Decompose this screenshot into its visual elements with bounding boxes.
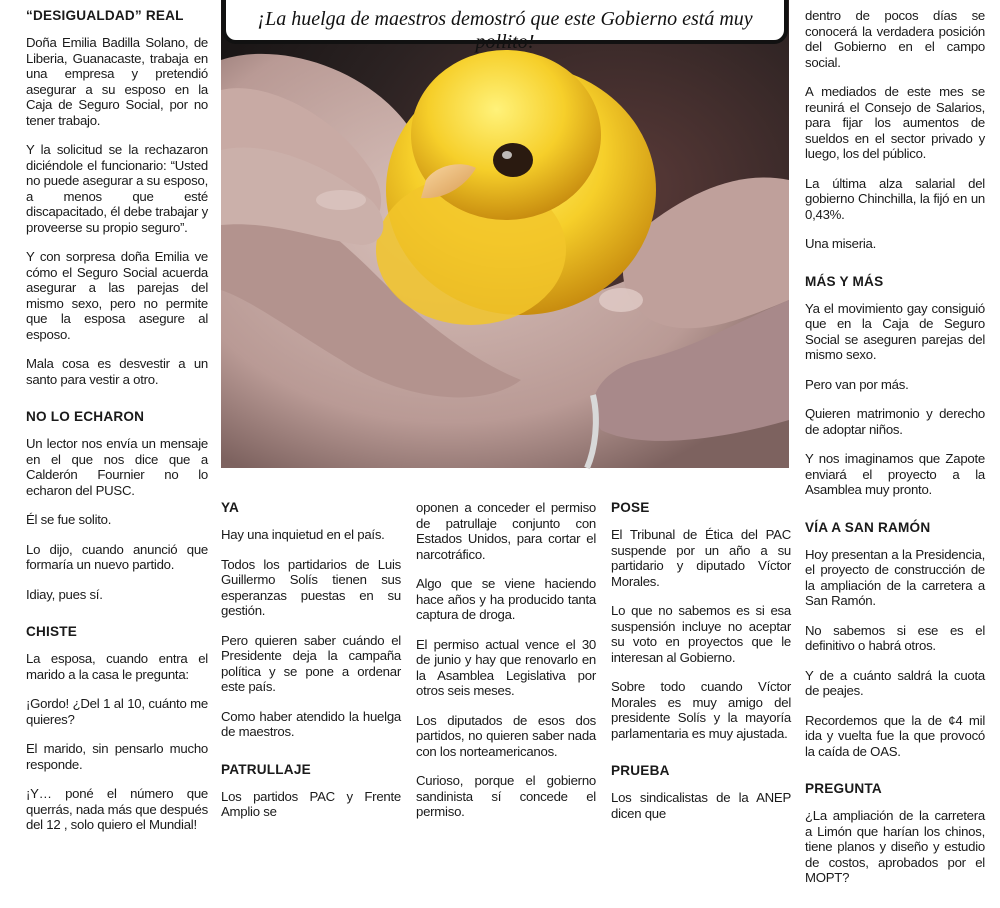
- article-paragraph: Curioso, porque el gobierno sandinista sí concede el permiso.: [416, 773, 596, 819]
- section-heading: YA: [221, 500, 240, 515]
- article-paragraph: Él se fue solito.: [26, 512, 112, 527]
- headline-quote: ¡La huelga de maestros demostró que este Gobierno está muy pollito!: [257, 8, 753, 53]
- article-paragraph: Lo dijo, cuando anunció que formaría un nuevo partido.: [26, 541, 208, 572]
- article-paragraph: La última alza salarial del gobierno Chinchilla, la fijó en un 0,43%.: [805, 175, 985, 222]
- section-heading: VÍA A SAN RAMÓN: [805, 519, 931, 535]
- article-paragraph: Pero van por más.: [805, 376, 909, 392]
- section-heading: PATRULLAJE: [221, 761, 311, 777]
- article-paragraph: Una miseria.: [805, 236, 877, 251]
- article-paragraph: Idiay, pues sí.: [26, 586, 103, 602]
- section-heading: CHISTE: [26, 624, 78, 639]
- article-paragraph: Recordemos que la de ¢4 mil ida y vuelta fue la que provocó la caída de OAS.: [805, 712, 985, 759]
- headline-quote-box: [222, 0, 788, 53]
- column-5: [805, 8, 985, 885]
- column-2: [221, 500, 401, 819]
- section-heading: “DESIGUALDAD” REAL: [26, 8, 184, 23]
- article-paragraph: Y la solicitud se la rechazaron diciéndole el funcionario: “Usted no puede asegurar a su esposo, a menos que esté discapacitado, él debe trabajar y proveerse su propio seguro”.: [26, 142, 208, 235]
- article-paragraph: Sobre todo cuando Víctor Morales es muy amigo del presidente Solís y la mayoría parlamentaria es muy ajustada.: [611, 679, 791, 741]
- article-paragraph: Los sindicalistas de la ANEP dicen que: [611, 790, 791, 821]
- article-paragraph: Doña Emilia Badilla Solano, de Liberia, Guanacaste, trabaja en una empresa y pretendió asegurar a su esposo en la Caja de Seguro Social, por no tener trabajo.: [26, 35, 208, 128]
- section-heading: NO LO ECHARON: [26, 409, 145, 424]
- article-paragraph: El marido, sin pensarlo mucho responde.: [26, 741, 208, 772]
- article-paragraph: oponen a conceder el permiso de patrullaje conjunto con Estados Unidos, para cortar el narcotráfico.: [416, 500, 596, 562]
- article-paragraph: Hoy presentan a la Presidencia, el proyecto de construcción de la ampliación de la carretera a San Ramón.: [805, 546, 985, 608]
- article-paragraph: Los diputados de esos dos partidos, no quieren saber nada con los norteamericanos.: [416, 712, 596, 759]
- section-heading: POSE: [611, 500, 650, 515]
- article-paragraph: Un lector nos envía un mensaje en el que nos dice que a Calderón Fournier no lo echaron del PUSC.: [26, 436, 208, 498]
- article-paragraph: Y de a cuánto saldrá la cuota de peajes.: [805, 667, 985, 698]
- article-paragraph: Como haber atendido la huelga de maestros.: [221, 708, 401, 739]
- article-paragraph: ¿La ampliación de la carretera a Limón que harían los chinos, tiene planos y diseño y estudio de costos, aprobados por el MOPT?: [805, 808, 985, 885]
- article-paragraph: ¡Y… poné el número que querrás, nada más que después del 12 , solo quiero el Mundial!: [26, 786, 208, 832]
- column-3: [416, 500, 596, 819]
- chick-photo: [221, 0, 789, 468]
- article-paragraph: La esposa, cuando entra el marido a la casa le pregunta:: [26, 651, 208, 682]
- article-paragraph: Lo que no sabemos es si esa suspensión incluye no aceptar su voto en proyectos que le interesan al Gobierno.: [611, 603, 791, 665]
- column-4: [611, 500, 791, 821]
- article-paragraph: dentro de pocos días se conocerá la verdadera posición del Gobierno en el campo social.: [805, 8, 985, 70]
- section-heading: PRUEBA: [611, 763, 670, 778]
- article-paragraph: Quieren matrimonio y derecho de adoptar niños.: [805, 406, 985, 437]
- column-1: [26, 8, 208, 832]
- article-paragraph: Ya el movimiento gay consiguió que en la Caja de Seguro Social se aseguren parejas del mismo sexo.: [805, 300, 985, 362]
- article-paragraph: El Tribunal de Ética del PAC suspende por un año a su partidario y diputado Víctor Morales.: [611, 527, 791, 589]
- article-paragraph: No sabemos si ese es el definitivo o habrá otros.: [805, 622, 985, 653]
- article-paragraph: Y con sorpresa doña Emilia ve cómo el Seguro Social acuerda asegurar a las parejas del mismo sexo, pero no permite que la esposa asegure al esposo.: [26, 249, 208, 342]
- article-paragraph: Algo que se viene haciendo hace años y ha producido tanta captura de droga.: [416, 576, 596, 622]
- article-paragraph: El permiso actual vence el 30 de junio y hay que renovarlo en la Asamblea Legislativa por otros seis meses.: [416, 636, 596, 698]
- article-paragraph: Todos los partidarios de Luis Guillermo Solís tienen sus esperanzas puestas en su gestión.: [221, 556, 401, 618]
- section-heading: MÁS Y MÁS: [805, 273, 884, 289]
- chick-in-hands-illustration: [221, 0, 789, 468]
- article-paragraph: Mala cosa es desvestir a un santo para vestir a otro.: [26, 356, 208, 387]
- article-paragraph: Los partidos PAC y Frente Amplio se: [221, 788, 401, 819]
- article-paragraph: A mediados de este mes se reunirá el Consejo de Salarios, para fijar los aumentos de sueldos en el sector privado y luego, los del público.: [805, 84, 985, 161]
- article-paragraph: Y nos imaginamos que Zapote enviará el proyecto a la Asamblea muy pronto.: [805, 451, 985, 497]
- article-paragraph: Hay una inquietud en el país.: [221, 527, 385, 542]
- section-heading: PREGUNTA: [805, 781, 882, 796]
- article-paragraph: ¡Gordo! ¿Del 1 al 10, cuánto me quieres?: [26, 696, 208, 727]
- article-paragraph: Pero quieren saber cuándo el Presidente deja la campaña política y se pone a ordenar este país.: [221, 632, 401, 694]
